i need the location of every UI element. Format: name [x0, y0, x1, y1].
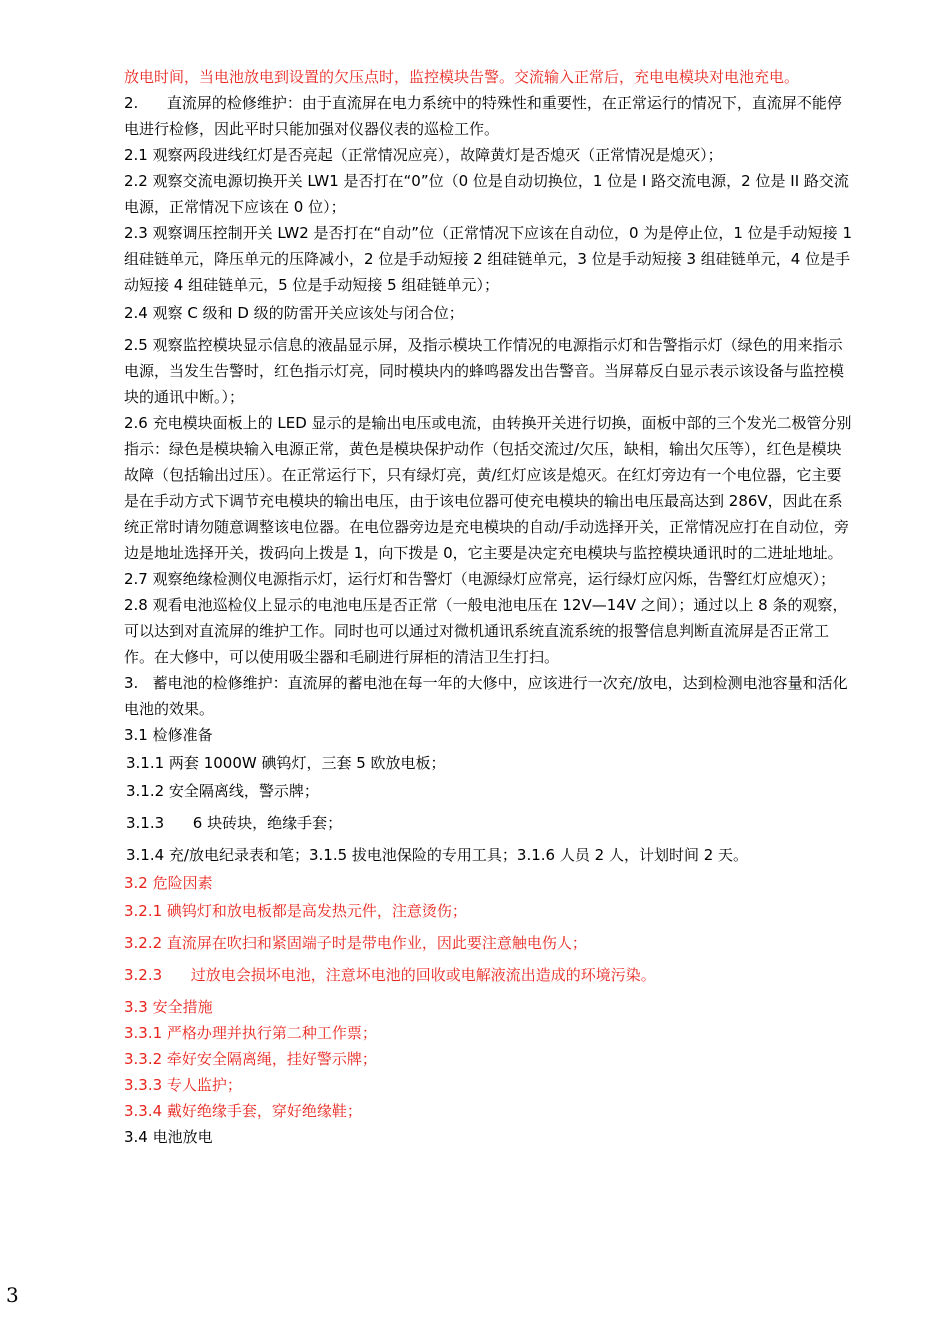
paragraph-3-2-2: 3.2.2 直流屏在吹扫和紧固端子时是带电作业，因此要注意触电伤人；	[124, 934, 587, 952]
page-number: 3	[6, 1283, 19, 1307]
paragraph-3-2-1: 3.2.1 碘钨灯和放电板都是高发热元件，注意烫伤；	[124, 902, 467, 920]
heading-3-1: 3.1 检修准备	[124, 726, 213, 744]
document-body	[124, 64, 852, 1150]
paragraph-3-3-3: 3.3.3 专人监护；	[124, 1076, 242, 1094]
paragraph-3-3-1: 3.3.1 严格办理并执行第二种工作票；	[124, 1024, 377, 1042]
paragraph-3-1-2: 3.1.2 安全隔离线，警示牌；	[126, 782, 319, 800]
heading-3-4: 3.4 电池放电	[124, 1128, 213, 1146]
paragraph-3-1-4: 3.1.4 充/放电纪录表和笔；3.1.5 拔电池保险的专用工具；3.1.6 人员 2 人，计划时间 2 天。	[126, 846, 749, 864]
paragraph-2-8: 2.8 观看电池巡检仪上显示的电池电压是否正常（一般电池电压在 12V—14V 之间）；通过以上 8 条的观察，可以达到对直流屏的维护工作。同时也可以通过对微机通讯系统直流系统的报警信息判断直流屏是否正常工作。在大修中，可以使用吸尘器和毛刷进行屏柜的清洁卫生打扫。	[124, 596, 848, 666]
paragraph-battery-maintenance: 3. 蓄电池的检修维护：直流屏的蓄电池在每一年的大修中，应该进行一次充/放电，达到检测电池容量和活化电池的效果。	[124, 674, 848, 718]
heading-3-2: 3.2 危险因素	[124, 874, 213, 892]
paragraph-2-5: 2.5 观察监控模块显示信息的液晶显示屏，及指示模块工作情况的电源指示灯和告警指示灯（绿色的用来指示电源，当发生告警时，红色指示灯亮，同时模块内的蜂鸣器发出告警音。当屏幕反白显示表示该设备与监控模块的通讯中断。）；	[124, 336, 845, 406]
paragraph-3-1-1: 3.1.1 两套 1000W 碘钨灯，三套 5 欧放电板；	[126, 754, 446, 772]
paragraph-3-3-2: 3.3.2 牵好安全隔离绳，挂好警示牌；	[124, 1050, 377, 1068]
paragraph-discharge-time: 放电时间，当电池放电到设置的欠压点时，监控模块告警。交流输入正常后，充电电模块对电池充电。	[124, 68, 800, 86]
paragraph-dc-panel-maintenance: 2. 直流屏的检修维护：由于直流屏在电力系统中的特殊性和重要性，在正常运行的情况下，直流屏不能停电进行检修，因此平时只能加强对仪器仪表的巡检工作。	[124, 94, 842, 138]
paragraph-3-2-3: 3.2.3 过放电会损坏电池，注意坏电池的回收或电解液流出造成的环境污染。	[124, 966, 656, 984]
paragraph-3-1-3: 3.1.3 6 块砖块，绝缘手套；	[126, 814, 343, 832]
heading-3-3: 3.3 安全措施	[124, 998, 213, 1016]
paragraph-2-3: 2.3 观察调压控制开关 LW2 是否打在“自动”位（正常情况下应该在自动位，0 为是停止位，1 位是手动短接 1 组硅链单元，降压单元的压降减小，2 位是手动短接 2 组硅链单元，3 位是手动短接 3 组硅链单元，4 位是手动短接 4 组硅链单元，5 位是手动短接 5 组硅链单元）；	[124, 224, 852, 294]
paragraph-2-7: 2.7 观察绝缘检测仪电源指示灯，运行灯和告警灯（电源绿灯应常亮，运行绿灯应闪烁，告警红灯应熄灭）；	[124, 570, 836, 588]
paragraph-2-2: 2.2 观察交流电源切换开关 LW1 是否打在“0”位（0 位是自动切换位，1 位是 I 路交流电源，2 位是 II 路交流电源，正常情况下应该在 0 位）；	[124, 172, 849, 216]
paragraph-2-6: 2.6 充电模块面板上的 LED 显示的是输出电压或电流，由转换开关进行切换，面板中部的三个发光二极管分别指示：绿色是模块输入电源正常，黄色是模块保护动作（包括交流过/欠压，缺相，输出欠压等），红色是模块故障（包括输出过压）。在正常运行下，只有绿灯亮，黄/红灯应该是熄灭。在红灯旁边有一个电位器，它主要是在手动方式下调节充电模块的输出电压，由于该电位器可使充电模块的输出电压最高达到 286V，因此在系统正常时请勿随意调整该电位器。在电位器旁边是充电模块的自动/手动选择开关，正常情况应打在自动位，旁边是地址选择开关，拨码向上拨是 1，向下拨是 0，它主要是决定充电模块与监控模块通讯时的二进址地址。	[124, 414, 852, 562]
paragraph-2-4: 2.4 观察 C 级和 D 级的防雷开关应该处与闭合位；	[124, 304, 464, 322]
paragraph-2-1: 2.1 观察两段进线红灯是否亮起（正常情况应亮），故障黄灯是否熄灭（正常情况是熄灭）；	[124, 146, 723, 164]
paragraph-3-3-4: 3.3.4 戴好绝缘手套，穿好绝缘鞋；	[124, 1102, 362, 1120]
